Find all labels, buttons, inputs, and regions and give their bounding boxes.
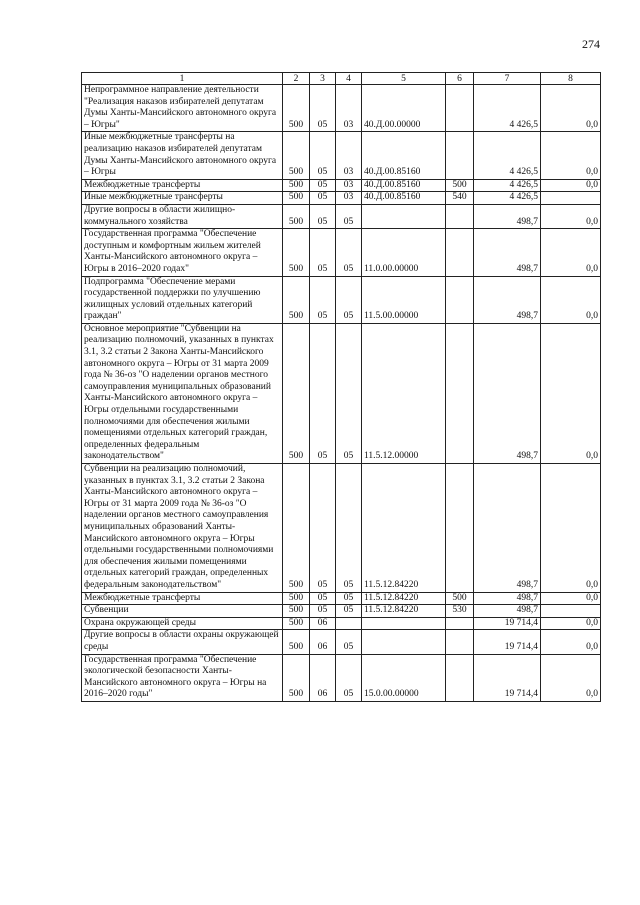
cell-admin: 500 — [283, 464, 310, 593]
cell-admin: 500 — [283, 179, 310, 192]
cell-section: 05 — [310, 276, 336, 323]
cell-section: 06 — [310, 617, 336, 630]
table-row — [82, 605, 601, 618]
cell-name: Государственная программа "Обеспечение экологической безопасности Ханты-Мансийского автономного округа – Югры на 2016–2020 годы" — [82, 654, 283, 701]
cell-admin: 500 — [283, 192, 310, 205]
header-amount2: 8 — [541, 73, 601, 85]
cell-target — [362, 630, 446, 654]
cell-section: 06 — [310, 630, 336, 654]
cell-subsection: 03 — [336, 85, 362, 132]
cell-name: Охрана окружающей среды — [82, 617, 283, 630]
cell-target: 11.5.12.84220 — [362, 605, 446, 618]
cell-vid — [446, 464, 474, 593]
cell-vid — [446, 654, 474, 701]
cell-vid — [446, 617, 474, 630]
cell-vid — [446, 132, 474, 179]
cell-vid — [446, 85, 474, 132]
cell-target: 11.5.12.84220 — [362, 464, 446, 593]
cell-amount1: 19 714,4 — [474, 617, 541, 630]
cell-admin: 500 — [283, 229, 310, 276]
table-row — [82, 323, 601, 463]
cell-amount2: 0,0 — [541, 654, 601, 701]
cell-section: 05 — [310, 132, 336, 179]
cell-admin: 500 — [283, 630, 310, 654]
cell-name: Непрограммное направление деятельности "Реализация наказов избирателей депутатам Думы Ханты-Мансийского автономного округа – Югры" — [82, 85, 283, 132]
header-amount1: 7 — [474, 73, 541, 85]
table-row — [82, 592, 601, 605]
cell-amount2 — [541, 605, 601, 618]
cell-vid: 540 — [446, 192, 474, 205]
header-vid: 6 — [446, 73, 474, 85]
cell-section: 05 — [310, 464, 336, 593]
cell-amount2: 0,0 — [541, 464, 601, 593]
budget-table — [81, 72, 601, 702]
cell-admin: 500 — [283, 592, 310, 605]
cell-admin: 500 — [283, 276, 310, 323]
cell-admin: 500 — [283, 132, 310, 179]
cell-name: Субвенции на реализацию полномочий, указанных в пунктах 3.1, 3.2 статьи 2 Закона Ханты-Мансийского автономного округа – Югры от 31 марта 2009 года № 36-оз "О наделении органов местного самоуправления муниципальных образований Ханты-Мансийского автономного округа – Югры отдельными государственными полномочиями для обеспечения жилыми помещениями отдельных категорий граждан, определенных федеральным законодательством" — [82, 464, 283, 593]
cell-subsection: 05 — [336, 630, 362, 654]
cell-subsection — [336, 617, 362, 630]
table-row — [82, 204, 601, 228]
header-admin: 2 — [283, 73, 310, 85]
cell-amount1: 4 426,5 — [474, 85, 541, 132]
cell-name: Другие вопросы в области жилищно-коммунального хозяйства — [82, 204, 283, 228]
cell-admin: 500 — [283, 204, 310, 228]
table-header-row — [82, 73, 601, 85]
cell-amount1: 498,7 — [474, 204, 541, 228]
cell-section: 06 — [310, 654, 336, 701]
cell-target: 40.Д.00.85160 — [362, 179, 446, 192]
cell-vid — [446, 323, 474, 463]
cell-target: 11.0.00.00000 — [362, 229, 446, 276]
cell-amount1: 19 714,4 — [474, 654, 541, 701]
cell-amount1: 498,7 — [474, 323, 541, 463]
table-row — [82, 654, 601, 701]
cell-subsection: 03 — [336, 192, 362, 205]
cell-admin: 500 — [283, 605, 310, 618]
cell-subsection: 05 — [336, 605, 362, 618]
cell-amount1: 498,7 — [474, 276, 541, 323]
cell-target — [362, 204, 446, 228]
header-target: 5 — [362, 73, 446, 85]
cell-target: 40.Д.00.00000 — [362, 85, 446, 132]
table-row — [82, 192, 601, 205]
cell-target: 11.5.12.84220 — [362, 592, 446, 605]
cell-admin: 500 — [283, 617, 310, 630]
cell-name: Иные межбюджетные трансферты на реализацию наказов избирателей депутатам Думы Ханты-Мансийского автономного округа – Югры — [82, 132, 283, 179]
cell-subsection: 05 — [336, 323, 362, 463]
cell-target: 11.5.00.00000 — [362, 276, 446, 323]
cell-name: Межбюджетные трансферты — [82, 179, 283, 192]
cell-section: 05 — [310, 192, 336, 205]
cell-amount1: 4 426,5 — [474, 192, 541, 205]
header-subsection: 4 — [336, 73, 362, 85]
cell-vid — [446, 229, 474, 276]
cell-vid — [446, 204, 474, 228]
cell-amount2 — [541, 192, 601, 205]
cell-amount2: 0,0 — [541, 229, 601, 276]
cell-target: 15.0.00.00000 — [362, 654, 446, 701]
cell-amount2: 0,0 — [541, 630, 601, 654]
table-row — [82, 276, 601, 323]
cell-subsection: 03 — [336, 132, 362, 179]
cell-name: Субвенции — [82, 605, 283, 618]
cell-section: 05 — [310, 85, 336, 132]
cell-subsection: 05 — [336, 229, 362, 276]
cell-amount2: 0,0 — [541, 179, 601, 192]
cell-vid — [446, 630, 474, 654]
cell-subsection: 05 — [336, 464, 362, 593]
cell-admin: 500 — [283, 323, 310, 463]
cell-amount2: 0,0 — [541, 276, 601, 323]
cell-subsection: 05 — [336, 276, 362, 323]
cell-amount1: 4 426,5 — [474, 179, 541, 192]
cell-name: Государственная программа "Обеспечение доступным и комфортным жильем жителей Ханты-Мансийского автономного округа – Югры в 2016–2020 годах" — [82, 229, 283, 276]
cell-amount2: 0,0 — [541, 617, 601, 630]
cell-target — [362, 617, 446, 630]
cell-section: 05 — [310, 323, 336, 463]
cell-vid: 530 — [446, 605, 474, 618]
cell-vid — [446, 276, 474, 323]
table-row — [82, 617, 601, 630]
cell-target: 40.Д.00.85160 — [362, 132, 446, 179]
cell-subsection: 05 — [336, 204, 362, 228]
cell-amount2: 0,0 — [541, 132, 601, 179]
cell-amount2: 0,0 — [541, 204, 601, 228]
cell-subsection: 05 — [336, 592, 362, 605]
cell-amount2: 0,0 — [541, 592, 601, 605]
cell-section: 05 — [310, 179, 336, 192]
cell-amount1: 498,7 — [474, 464, 541, 593]
table-row — [82, 132, 601, 179]
cell-name: Другие вопросы в области охраны окружающей среды — [82, 630, 283, 654]
table-row — [82, 85, 601, 132]
cell-name: Подпрограмма "Обеспечение мерами государственной поддержки по улучшению жилищных условий отдельных категорий граждан" — [82, 276, 283, 323]
cell-name: Основное мероприятие "Субвенции на реализацию полномочий, указанных в пунктах 3.1, 3.2 статьи 2 Закона Ханты-Мансийского автономного округа – Югры от 31 марта 2009 года № 36-оз "О наделении органов местного самоуправления муниципальных образований Ханты-Мансийского автономного округа – Югры отдельными государственными полномочиями для обеспечения жилыми помещениями отдельных категорий граждан, определенных федеральным законодательством" — [82, 323, 283, 463]
cell-amount2: 0,0 — [541, 85, 601, 132]
cell-amount1: 498,7 — [474, 592, 541, 605]
cell-name: Иные межбюджетные трансферты — [82, 192, 283, 205]
cell-amount1: 4 426,5 — [474, 132, 541, 179]
cell-vid: 500 — [446, 179, 474, 192]
cell-subsection: 03 — [336, 179, 362, 192]
cell-admin: 500 — [283, 654, 310, 701]
cell-name: Межбюджетные трансферты — [82, 592, 283, 605]
cell-amount1: 19 714,4 — [474, 630, 541, 654]
cell-section: 05 — [310, 204, 336, 228]
header-name: 1 — [82, 73, 283, 85]
cell-admin: 500 — [283, 85, 310, 132]
table-row — [82, 630, 601, 654]
table-row — [82, 464, 601, 593]
cell-amount2: 0,0 — [541, 323, 601, 463]
cell-section: 05 — [310, 229, 336, 276]
cell-vid: 500 — [446, 592, 474, 605]
cell-target: 40.Д.00.85160 — [362, 192, 446, 205]
cell-subsection: 05 — [336, 654, 362, 701]
cell-section: 05 — [310, 605, 336, 618]
cell-section: 05 — [310, 592, 336, 605]
table-row — [82, 229, 601, 276]
table-row — [82, 179, 601, 192]
header-section: 3 — [310, 73, 336, 85]
cell-amount1: 498,7 — [474, 229, 541, 276]
cell-target: 11.5.12.00000 — [362, 323, 446, 463]
cell-amount1: 498,7 — [474, 605, 541, 618]
page-number: 274 — [582, 37, 600, 51]
